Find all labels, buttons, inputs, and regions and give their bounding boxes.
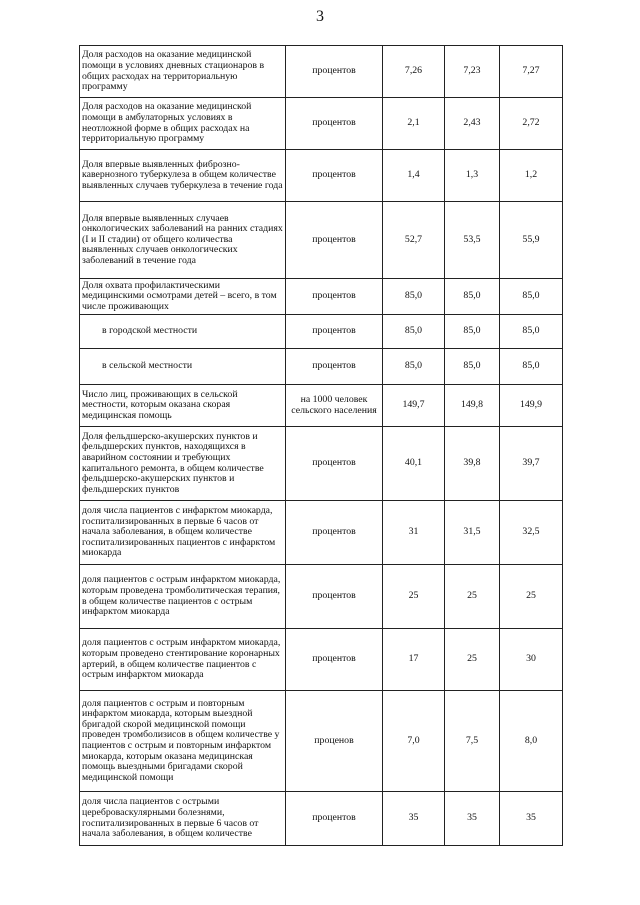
- indicator-name: доля пациентов с острым инфарктом миокарда, которым проведена тромболитическая терапия, в общем количестве пациентов с острым инфарктом миокарда: [80, 565, 286, 629]
- indicator-name: Доля впервые выявленных случаев онкологических заболеваний на ранних стадиях (I и II стадии) от общего количества выявленных случаев онкологических заболеваний в течение года: [80, 202, 286, 279]
- indicator-unit: процентов: [286, 315, 383, 349]
- indicator-name: Доля охвата профилактическими медицинскими осмотрами детей – всего, в том числе проживающих: [80, 279, 286, 315]
- indicator-name: доля пациентов с острым инфарктом миокарда, которым проведено стентирование коронарных артерий, в общем количестве пациентов с острым инфарктом миокарда: [80, 629, 286, 691]
- table-row: [80, 691, 563, 792]
- value-year-1: 85,0: [383, 279, 445, 315]
- value-year-3: 85,0: [500, 315, 563, 349]
- value-year-1: 52,7: [383, 202, 445, 279]
- value-year-2: 53,5: [445, 202, 500, 279]
- table-row: [80, 349, 563, 385]
- indicator-name: Доля расходов на оказание медицинской помощи в амбулаторных условиях в неотложной форме в общих расходах на территориальную программу: [80, 98, 286, 150]
- value-year-1: 2,1: [383, 98, 445, 150]
- table-row: [80, 202, 563, 279]
- table-row: [80, 98, 563, 150]
- value-year-3: 149,9: [500, 385, 563, 427]
- indicator-unit: процентов: [286, 427, 383, 501]
- indicators-table: [79, 45, 563, 846]
- value-year-3: 25: [500, 565, 563, 629]
- value-year-2: 39,8: [445, 427, 500, 501]
- value-year-1: 25: [383, 565, 445, 629]
- table-row: [80, 565, 563, 629]
- indicator-unit: процентов: [286, 501, 383, 565]
- value-year-3: 30: [500, 629, 563, 691]
- value-year-1: 7,26: [383, 46, 445, 98]
- indicator-name: Доля расходов на оказание медицинской помощи в условиях дневных стационаров в общих расходах на территориальную программу: [80, 46, 286, 98]
- value-year-2: 31,5: [445, 501, 500, 565]
- value-year-2: 85,0: [445, 349, 500, 385]
- value-year-2: 2,43: [445, 98, 500, 150]
- table-row: [80, 792, 563, 846]
- value-year-1: 40,1: [383, 427, 445, 501]
- value-year-3: 1,2: [500, 150, 563, 202]
- indicator-name: в сельской местности: [80, 349, 286, 385]
- value-year-2: 7,23: [445, 46, 500, 98]
- value-year-1: 149,7: [383, 385, 445, 427]
- value-year-1: 35: [383, 792, 445, 846]
- value-year-3: 39,7: [500, 427, 563, 501]
- table-row: [80, 385, 563, 427]
- table-row: [80, 427, 563, 501]
- value-year-2: 25: [445, 629, 500, 691]
- table-row: [80, 150, 563, 202]
- indicator-unit: процентов: [286, 279, 383, 315]
- value-year-1: 7,0: [383, 691, 445, 792]
- indicator-name: Доля впервые выявленных фиброзно-кавернозного туберкулеза в общем количестве выявленных случаев туберкулеза в течение года: [80, 150, 286, 202]
- indicator-unit: процентов: [286, 46, 383, 98]
- value-year-3: 85,0: [500, 349, 563, 385]
- value-year-2: 7,5: [445, 691, 500, 792]
- indicator-name: доля числа пациентов с острыми цереброваскулярными болезнями, госпитализированных в первые 6 часов от начала заболевания, в общем количестве: [80, 792, 286, 846]
- indicator-unit: процентов: [286, 150, 383, 202]
- value-year-2: 35: [445, 792, 500, 846]
- value-year-2: 25: [445, 565, 500, 629]
- value-year-2: 1,3: [445, 150, 500, 202]
- indicator-unit: процентов: [286, 98, 383, 150]
- value-year-2: 85,0: [445, 315, 500, 349]
- value-year-3: 2,72: [500, 98, 563, 150]
- value-year-1: 17: [383, 629, 445, 691]
- value-year-2: 85,0: [445, 279, 500, 315]
- table-row: [80, 501, 563, 565]
- indicator-unit: процентов: [286, 349, 383, 385]
- indicator-name: Доля фельдшерско-акушерских пунктов и фельдшерских пунктов, находящихся в аварийном состоянии и требующих капитального ремонта, в общем количестве фельдшерско-акушерских пунктов и фельдшерских пунктов: [80, 427, 286, 501]
- indicator-unit: процентов: [286, 202, 383, 279]
- value-year-1: 85,0: [383, 315, 445, 349]
- table-row: [80, 279, 563, 315]
- value-year-3: 35: [500, 792, 563, 846]
- value-year-3: 32,5: [500, 501, 563, 565]
- value-year-1: 85,0: [383, 349, 445, 385]
- value-year-3: 8,0: [500, 691, 563, 792]
- indicator-name: в городской местности: [80, 315, 286, 349]
- indicator-unit: процентов: [286, 565, 383, 629]
- page-number: 3: [316, 8, 324, 25]
- value-year-3: 55,9: [500, 202, 563, 279]
- value-year-1: 1,4: [383, 150, 445, 202]
- value-year-3: 85,0: [500, 279, 563, 315]
- value-year-1: 31: [383, 501, 445, 565]
- indicator-unit: процентов: [286, 792, 383, 846]
- table-row: [80, 629, 563, 691]
- indicator-unit: процентов: [286, 629, 383, 691]
- indicator-name: Число лиц, проживающих в сельской местности, которым оказана скорая медицинская помощь: [80, 385, 286, 427]
- value-year-3: 7,27: [500, 46, 563, 98]
- indicator-name: доля числа пациентов с инфарктом миокарда, госпитализированных в первые 6 часов от начала заболевания, в общем количестве госпитализированных пациентов с инфарктом миокарда: [80, 501, 286, 565]
- indicator-unit: на 1000 человек сельского населения: [286, 385, 383, 427]
- indicator-name: доля пациентов с острым и повторным инфарктом миокарда, которым выездной бригадой скорой медицинской помощи проведен тромболизисов в общем количестве у пациентов с острым и повторным инфарктом миокарда, которым оказана медицинская помощь выездными бригадами скорой медицинской помощи: [80, 691, 286, 792]
- indicator-unit: проценов: [286, 691, 383, 792]
- table-row: [80, 46, 563, 98]
- value-year-2: 149,8: [445, 385, 500, 427]
- table-row: [80, 315, 563, 349]
